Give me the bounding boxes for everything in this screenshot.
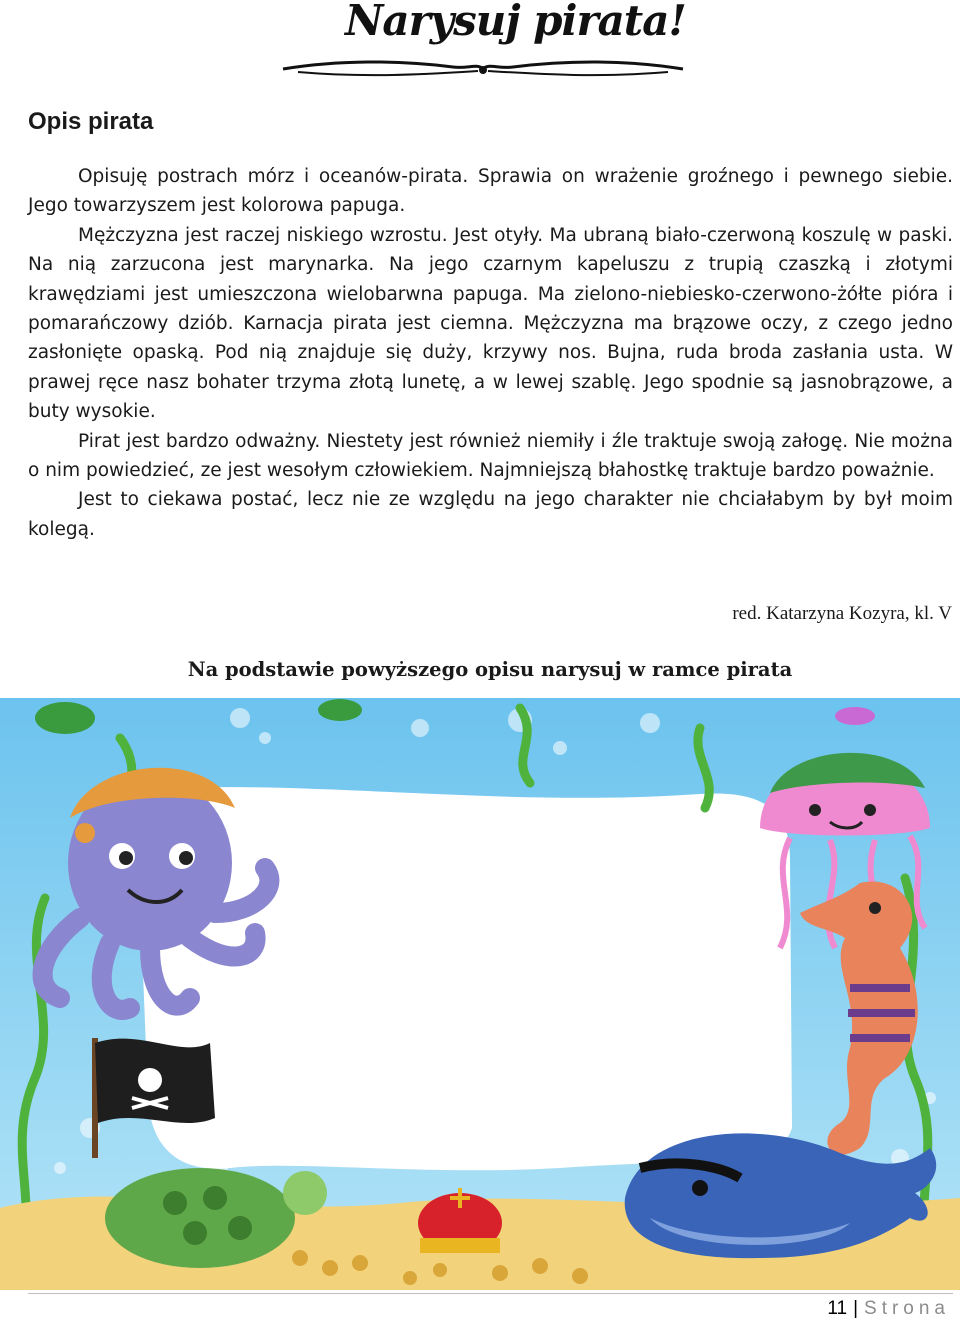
signature: red. Katarzyna Kozyra, kl. V	[732, 603, 952, 624]
section-heading: Opis pirata	[28, 108, 154, 135]
page-title: Narysuj pirata!	[345, 0, 686, 45]
description-body	[28, 162, 953, 544]
paragraph-2: Mężczyzna jest raczej niskiego wzrostu. Jest otyły. Ma ubraną biało-czerwoną koszulę w paski. Na nią zarzucona jest marynarka. Na jego czarnym kapeluszu z trupią czaszką i złotymi krawędziami jest umieszczona wielobarwna papuga. Ma zielono-niebiesko-czerwono-żółte pióra i pomarańczowy dziób. Karnacja pirata jest ciemna. Mężczyzna ma brązowe oczy, z czego jedno zasłonięte opaską. Pod nią znajduje się duży, krzywy nos. Bujna, ruda broda zasłania usta. W prawej ręce nasz bohater trzyma złotą lunetę, a w lewej szablę. Jego spodnie są jasnobrązowe, a buty wysokie.	[28, 224, 953, 423]
title-flourish	[278, 58, 688, 80]
footer-divider	[28, 1293, 953, 1294]
ocean-drawing-frame	[0, 698, 960, 1290]
page-footer	[827, 1298, 950, 1320]
footer-separator: |	[853, 1298, 859, 1319]
paragraph-1: Opisuję postrach mórz i oceanów-pirata. Sprawia on wrażenie groźnego i pewnego siebie. Jego towarzyszem jest kolorowa papuga.	[28, 166, 953, 217]
paragraph-4: Jest to ciekawa postać, lecz nie ze względu na jego charakter nie chciałabym by był moim kolegą.	[28, 489, 953, 540]
footer-label: Strona	[864, 1298, 950, 1319]
paragraph-3: Pirat jest bardzo odważny. Niestety jest również niemiły i źle traktuje swoją załogę. Nie można o nim powiedzieć, ze jest wesołym człowiekiem. Najmniejszą błahostkę traktuje bardzo poważnie.	[28, 430, 953, 482]
drawing-instruction: Na podstawie powyższego opisu narysuj w ramce pirata	[187, 658, 793, 681]
page-number: 11	[827, 1298, 848, 1319]
